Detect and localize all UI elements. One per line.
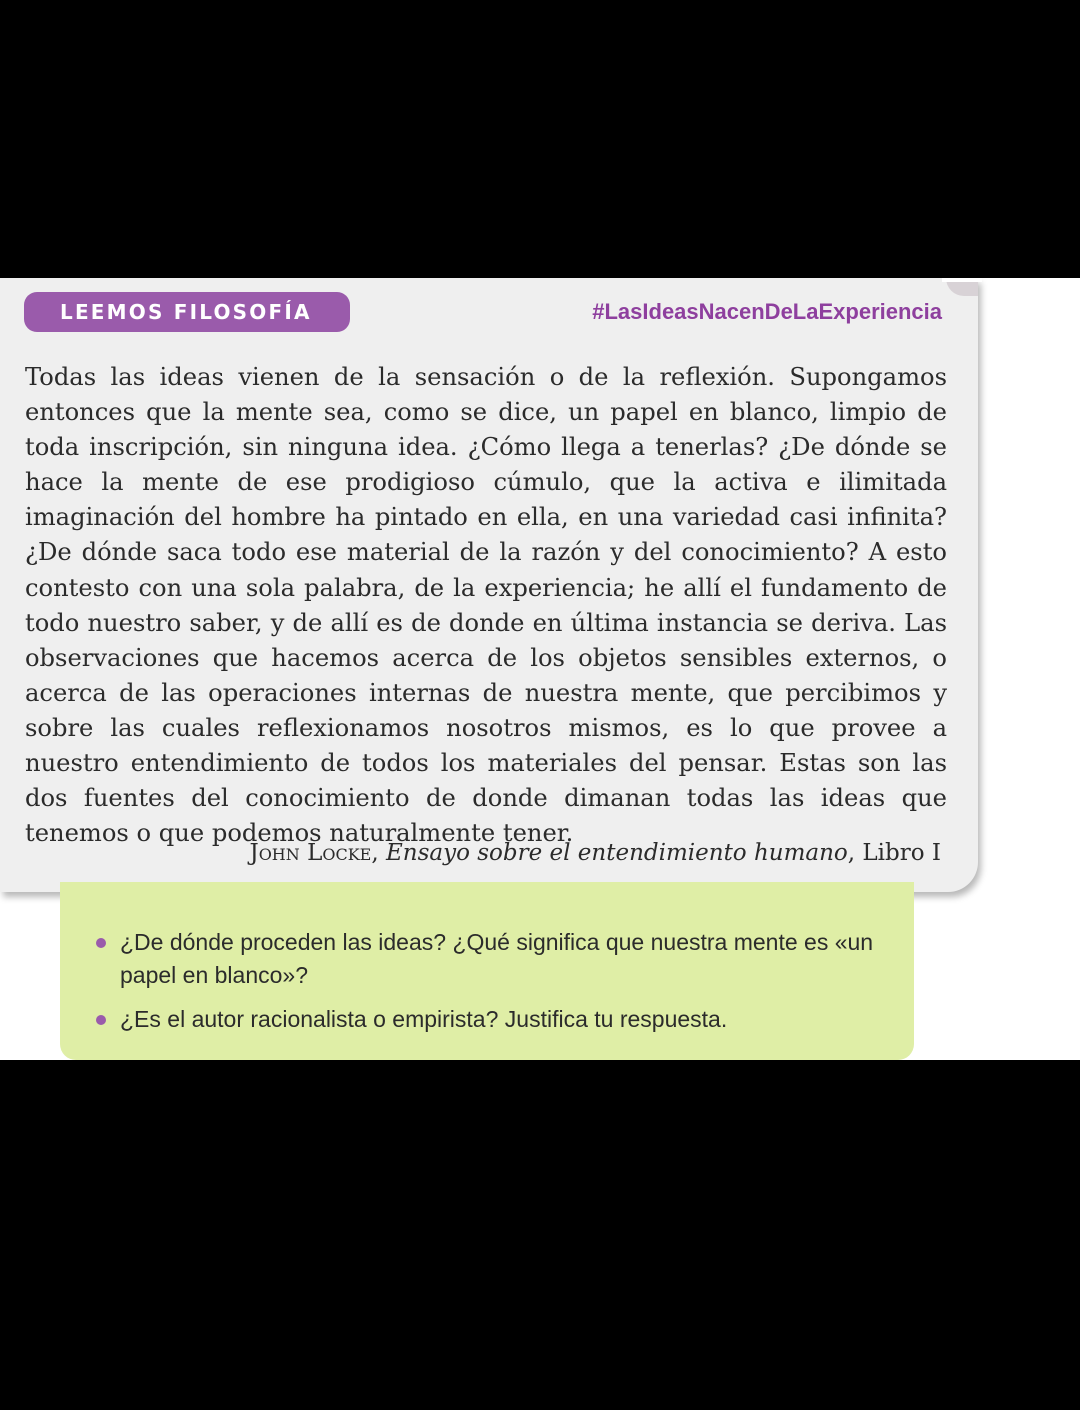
question-text: ¿De dónde proceden las ideas? ¿Qué significa que nuestra mente es «un papel en blanco»? — [120, 929, 874, 988]
bullet-icon — [96, 1015, 106, 1025]
page — [0, 278, 1080, 1060]
questions-box — [60, 882, 914, 1060]
reading-card — [0, 278, 978, 892]
hashtag-title: #LasIdeasNacenDeLaExperiencia — [592, 299, 942, 324]
quote-text: Todas las ideas vienen de la sensación o de la reflexión. Supongamos entonces que la mente sea, como se dice, un papel en blanco, limpio de toda inscripción, sin ninguna idea. ¿Cómo llega a tenerlas? ¿De dónde se hace la mente de ese prodigioso cúmulo, que la activa e ilimitada imaginación del hombre ha pintado en ella, en una variedad casi infinita? ¿De dónde saca todo ese material de la razón y del conocimiento? A esto contesto con una sola palabra, de la experiencia; he allí el fundamento de todo nuestro saber, y de allí es de donde en última instancia se deriva. Las observaciones que hacemos acerca de los objetos sensibles externos, o acerca de las operaciones internas de nuestra mente, que percibimos y sobre las cuales reflexionamos nosotros mismos, es lo que provee a nuestro entendimiento de todos los materiales del pensar. Estas son las dos fuentes del conocimiento de donde dimanan todas las ideas que tenemos o que podemos naturalmente tener. — [25, 363, 947, 848]
citation-volume: Libro I — [862, 840, 941, 866]
citation-work: Ensayo sobre el entendimiento humano — [385, 840, 848, 866]
bullet-icon — [96, 938, 106, 948]
citation: John Locke, Ensayo sobre el entendimiento humano, Libro I — [249, 840, 941, 866]
section-badge: LEEMOS FILOSOFÍA — [24, 292, 350, 332]
question-item — [96, 1003, 876, 1036]
question-item — [96, 926, 876, 992]
citation-author: John Locke — [249, 840, 372, 866]
question-text: ¿Es el autor racionalista o empirista? Justifica tu respuesta. — [120, 1006, 728, 1032]
questions-list — [96, 926, 876, 1047]
